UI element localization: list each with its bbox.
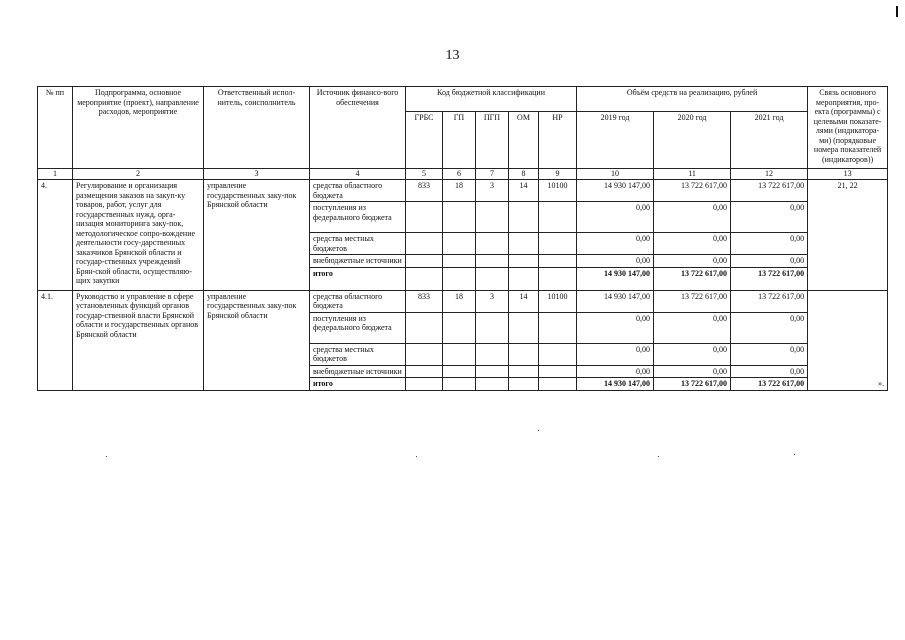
value-2020: 0,00: [654, 343, 731, 365]
column-number: 6: [443, 169, 476, 180]
table-row: [38, 290, 888, 312]
value-2021: 0,00: [731, 255, 808, 268]
row-executor: управление государственных заку-пок Брянской области: [204, 290, 310, 390]
value-2021: 13 722 617,00: [731, 267, 808, 290]
column-number: 8: [509, 169, 539, 180]
value-2021: 0,00: [731, 233, 808, 255]
column-number: 12: [731, 169, 808, 180]
row-link: 21, 22: [808, 180, 888, 291]
header-2019: 2019 год: [577, 112, 654, 169]
column-number-row: [38, 169, 888, 180]
value-2020: 13 722 617,00: [654, 267, 731, 290]
value-2021: 13 722 617,00: [731, 290, 808, 312]
value-2019: 14 930 147,00: [577, 378, 654, 391]
source-cell: итого: [310, 378, 406, 391]
column-number: 11: [654, 169, 731, 180]
header-grbs: ГРБС: [406, 112, 443, 169]
header-source: Источник финансо-вого обеспечения: [310, 87, 406, 169]
np-cell: 10100: [539, 290, 577, 312]
source-cell: поступления из федерального бюджета: [310, 202, 406, 233]
row-link: ».: [808, 290, 888, 390]
header-gp: ГП: [443, 112, 476, 169]
value-2019: 0,00: [577, 233, 654, 255]
value-2019: 0,00: [577, 312, 654, 343]
header-2020: 2020 год: [654, 112, 731, 169]
row-title: Руководство и управление в сфере установленных функций органов государ-ственной власти Брянской области и государственных органов Брянской области: [73, 290, 204, 390]
header-num: № пп: [38, 87, 73, 169]
grbs-cell: 833: [406, 180, 443, 202]
value-2019: 14 930 147,00: [577, 180, 654, 202]
source-cell: средства областного бюджета: [310, 180, 406, 202]
value-2020: 0,00: [654, 255, 731, 268]
column-number: 1: [38, 169, 73, 180]
column-number: 13: [808, 169, 888, 180]
row-title: Регулирование и организация размещения заказов на закуп-ку товаров, работ, услуг для государственных нужд, орга-низация мониторинга заку-пок, методологическое сопро-вождение деятельности госу-дарственных заказчиков Брянской области и государ-ственных учреждений Брян-ской области, осуществляю-щих закупки: [73, 180, 204, 291]
om-cell: 14: [509, 180, 539, 202]
header-link: Связь основного мероприятия, про-екта (программы) с целевыми показате-лями (индикатора-ми) (порядковые номера показателей (индикаторов)): [808, 87, 888, 169]
header-executor: Ответственный испол-нитель, соисполнитель: [204, 87, 310, 169]
value-2020: 0,00: [654, 233, 731, 255]
value-2019: 0,00: [577, 365, 654, 378]
value-2021: 0,00: [731, 343, 808, 365]
column-number: 5: [406, 169, 443, 180]
grbs-cell: 833: [406, 290, 443, 312]
scan-speck: [416, 456, 417, 457]
value-2021: 0,00: [731, 365, 808, 378]
column-number: 2: [73, 169, 204, 180]
source-cell: внебюджетные источники: [310, 365, 406, 378]
source-cell: поступления из федерального бюджета: [310, 312, 406, 343]
value-2020: 13 722 617,00: [654, 180, 731, 202]
value-2021: 0,00: [731, 202, 808, 233]
value-2020: 0,00: [654, 202, 731, 233]
row-number: 4.1.: [38, 290, 73, 390]
source-cell: средства местных бюджетов: [310, 343, 406, 365]
value-2019: 0,00: [577, 202, 654, 233]
header-subprogram: Подпрограмма, основное мероприятие (проект), направление расходов, мероприятие: [73, 87, 204, 169]
header-volume: Объём средств на реализацию, рублей: [577, 87, 808, 112]
value-2021: 13 722 617,00: [731, 378, 808, 391]
value-2019: 0,00: [577, 255, 654, 268]
value-2020: 0,00: [654, 365, 731, 378]
scan-speck: [538, 430, 539, 431]
column-number: 3: [204, 169, 310, 180]
source-cell: средства местных бюджетов: [310, 233, 406, 255]
value-2020: 0,00: [654, 312, 731, 343]
gp-cell: 18: [443, 290, 476, 312]
column-number: 10: [577, 169, 654, 180]
header-2021: 2021 год: [731, 112, 808, 169]
header-budget-code: Код бюджетной классификации: [406, 87, 577, 112]
header-np: НР: [539, 112, 577, 169]
om-cell: 14: [509, 290, 539, 312]
value-2020: 13 722 617,00: [654, 290, 731, 312]
header-pgp: ПГП: [476, 112, 509, 169]
budget-table: [37, 86, 888, 391]
row-number: 4.: [38, 180, 73, 291]
column-number: 4: [310, 169, 406, 180]
value-2021: 13 722 617,00: [731, 180, 808, 202]
value-2020: 13 722 617,00: [654, 378, 731, 391]
source-cell: итого: [310, 267, 406, 290]
value-2019: 14 930 147,00: [577, 290, 654, 312]
column-number: 7: [476, 169, 509, 180]
scan-speck: [794, 454, 795, 455]
gp-cell: 18: [443, 180, 476, 202]
table-row: [38, 180, 888, 202]
page-number: 13: [445, 48, 460, 63]
pgp-cell: 3: [476, 180, 509, 202]
np-cell: 10100: [539, 180, 577, 202]
value-2021: 0,00: [731, 312, 808, 343]
scan-speck: [106, 456, 107, 457]
source-cell: средства областного бюджета: [310, 290, 406, 312]
source-cell: внебюджетные источники: [310, 255, 406, 268]
row-executor: управление государственных заку-пок Брянской области: [204, 180, 310, 291]
scan-speck: [658, 456, 659, 457]
corner-mark: [896, 6, 898, 17]
column-number: 9: [539, 169, 577, 180]
pgp-cell: 3: [476, 290, 509, 312]
value-2019: 0,00: [577, 343, 654, 365]
value-2019: 14 930 147,00: [577, 267, 654, 290]
header-row-1: [38, 87, 888, 112]
header-om: ОМ: [509, 112, 539, 169]
